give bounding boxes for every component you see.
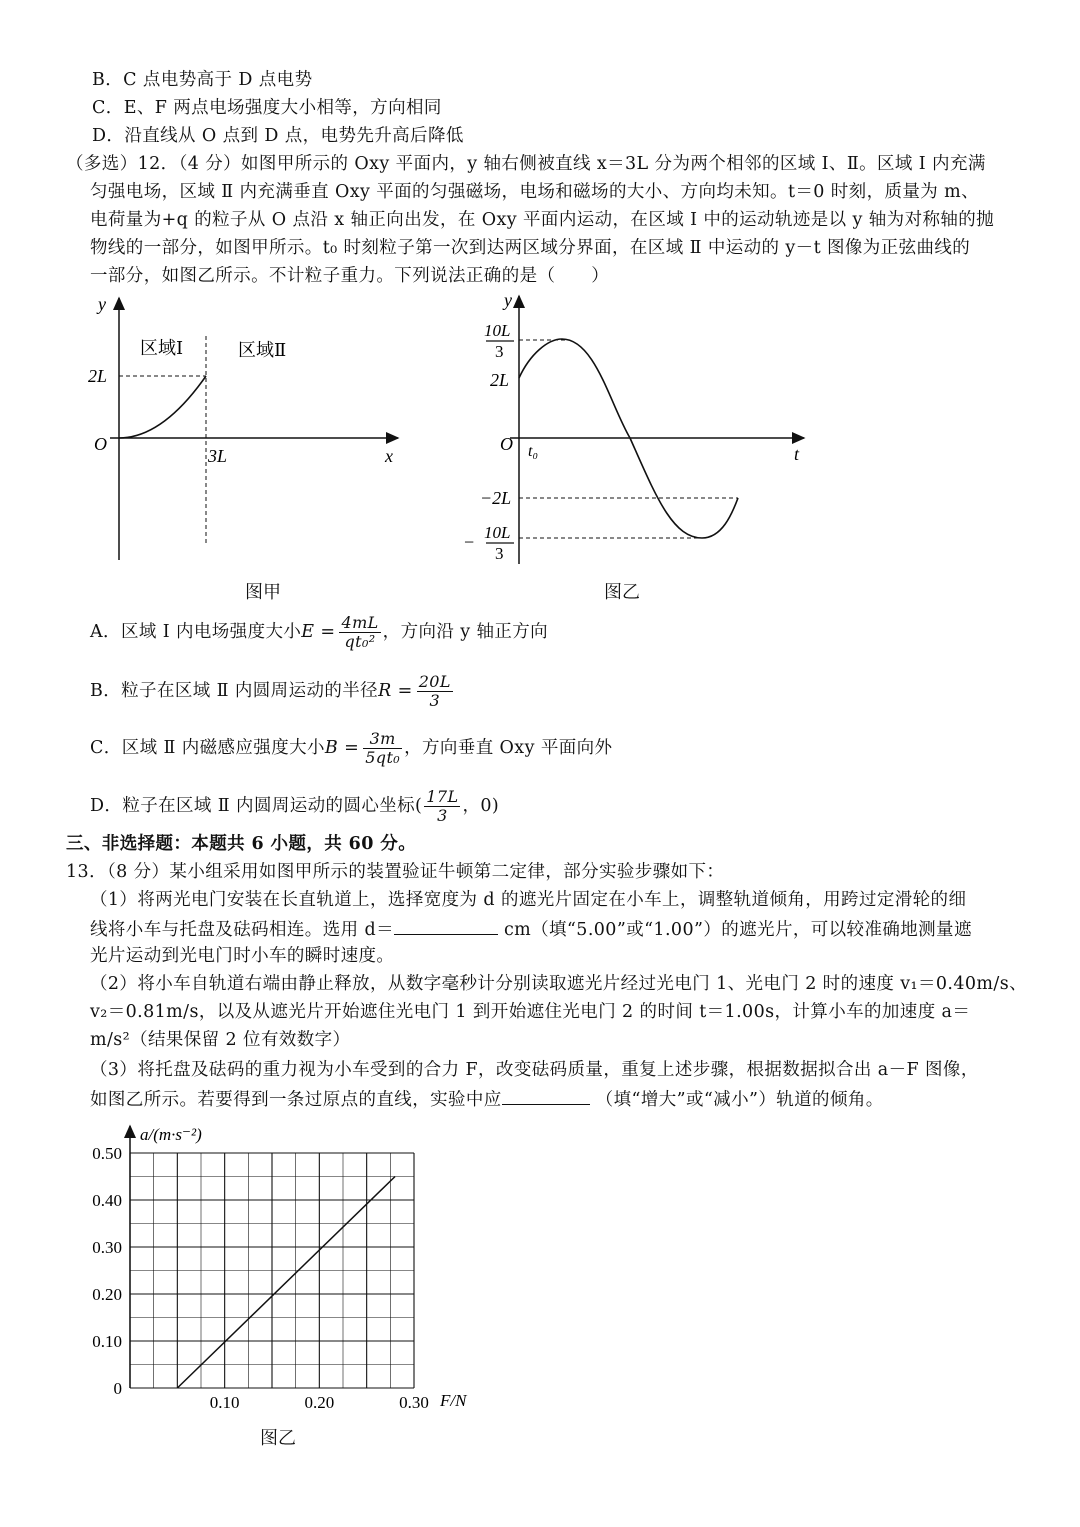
a-f-chart xyxy=(80,1118,500,1428)
yi-tick-2L: 2L xyxy=(490,370,510,390)
x-tick-label: 0.10 xyxy=(209,1393,240,1412)
yi-t-label: t xyxy=(794,444,800,464)
q12-line-4: 物线的一部分，如图甲所示。t₀ 时刻粒子第一次到达两区域分界面，在区域 Ⅱ 中运动的 y－t 图像为正弦曲线的 xyxy=(90,238,971,258)
answer-blank-angle[interactable] xyxy=(502,1086,590,1105)
q13-p3-line-2: 如图乙所示。若要得到一条过原点的直线，实验中应 （填“增大”或“减小”）轨道的倾角。 xyxy=(90,1086,884,1112)
jia-y-tick: 2L xyxy=(88,366,108,386)
q13-p2-line-2: v₂＝0.81m/s，以及从遮光片开始遮住光电门 1 到开始遮住光电门 2 的时间 t＝1.00s，计算小车的加速度 a＝ xyxy=(90,1002,971,1022)
q13-p3-line-1: （3）将托盘及砝码的重力视为小车受到的合力 F，改变砝码质量，重复上述步骤，根据数据拟合出 a－F 图像， xyxy=(90,1060,979,1080)
jia-origin: O xyxy=(94,434,107,454)
q13-p2-line-3: m/s²（结果保留 2 位有效数字） xyxy=(90,1030,351,1050)
y-tick-label: 0.30 xyxy=(92,1238,122,1257)
figure-jia xyxy=(80,288,420,578)
y-tick-label: 0.10 xyxy=(92,1332,122,1351)
q13-intro: 13．（8 分）某小组采用如图甲所示的装置验证牛顿第二定律，部分实验步骤如下： xyxy=(66,862,725,882)
jia-x-tick: 3L xyxy=(208,446,228,466)
jia-region-1: 区域Ⅰ xyxy=(140,338,184,358)
section-3-heading: 三、非选择题：本题共 6 小题，共 60 分。 xyxy=(66,834,417,854)
answer-blank-d[interactable] xyxy=(394,916,498,935)
q13-p1-line-2: 线将小车与托盘及砝码相连。选用 d＝ cm（填“5.00”或“1.00”）的遮光片，可以较准确地测量遮 xyxy=(90,916,972,942)
chart-caption: 图乙 xyxy=(260,1428,296,1449)
q13-p1-line-3: 光片运动到光电门时小车的瞬时速度。 xyxy=(90,946,395,966)
yi-bot-den: 3 xyxy=(495,544,504,563)
jia-parabola xyxy=(119,376,206,438)
x-tick-label: 0.20 xyxy=(304,1393,335,1412)
yi-caption: 图乙 xyxy=(604,582,640,603)
jia-region-2: 区域Ⅱ xyxy=(238,340,287,360)
chart-ticks xyxy=(92,1144,429,1412)
q12-line-5: 一部分，如图乙所示。不计粒子重力。下列说法正确的是（ ） xyxy=(90,266,610,286)
yi-bot-sign: − xyxy=(464,532,475,552)
x-tick-label: 0.30 xyxy=(399,1393,429,1412)
q12-option-b: B．粒子在区域 Ⅱ 内圆周运动的半径R = $\frac{20L}{3}$ xyxy=(90,672,451,710)
q12-line-1: （多选）12．（4 分）如图甲所示的 Oxy 平面内，y 轴右侧被直线 x＝3L 分为两个相邻的区域 Ⅰ、Ⅱ。区域 Ⅰ 内充满 xyxy=(66,154,986,174)
y-tick-label: 0.20 xyxy=(92,1285,122,1304)
y-tick-label: 0.40 xyxy=(92,1191,122,1210)
q13-p2-line-1: （2）将小车自轨道右端由静止释放，从数字毫秒计分别读取遮光片经过光电门 1、光电门 2 时的速度 v₁＝0.40m/s、 xyxy=(90,974,1027,994)
jia-x-label: x xyxy=(385,446,393,466)
yi-t0: t₀ xyxy=(528,443,539,460)
y-tick-label: 0 xyxy=(113,1379,122,1398)
q13-p1-line-1: （1）将两光电门安装在长直轨道上，选择宽度为 d 的遮光片固定在小车上，调整轨道倾角，用跨过定滑轮的细 xyxy=(90,890,967,910)
chart-x-label: F/N xyxy=(440,1391,467,1410)
yi-bot-num: 10L xyxy=(484,523,511,542)
q12-option-a: A．区域 Ⅰ 内电场强度大小E = $\frac{4mL}{\text{qt₀²}}$ ，方向沿 y 轴正方向 xyxy=(90,613,549,651)
jia-caption: 图甲 xyxy=(245,582,281,603)
chart-grid xyxy=(130,1153,414,1388)
q12-line-2: 匀强电场，区域 Ⅱ 内充满垂直 Oxy 平面的匀强磁场，电场和磁场的大小、方向均未知。t＝0 时刻，质量为 m、 xyxy=(90,182,980,202)
chart-fit-line xyxy=(177,1177,395,1389)
chart-y-label: a/(m·s⁻²) xyxy=(140,1125,202,1144)
q12-option-d: D．粒子在区域 Ⅱ 内圆周运动的圆心坐标( $\frac{17L}{3}$ ，0) xyxy=(90,787,500,825)
yi-top-den: 3 xyxy=(495,342,504,361)
yi-tick-minus-2L: −2L xyxy=(480,488,512,508)
option-d-top: D．沿直线从 O 点到 D 点，电势先升高后降低 xyxy=(92,126,464,146)
yi-y-label: y xyxy=(504,290,512,310)
option-b-top: B．C 点电势高于 D 点电势 xyxy=(92,70,313,90)
q12-option-c: C．区域 Ⅱ 内磁感应强度大小B = $\frac{3m}{\text{5qt₀}}$ ，方向垂直 Oxy 平面向外 xyxy=(90,729,613,767)
yi-top-num: 10L xyxy=(484,321,511,340)
yi-origin: O xyxy=(500,434,513,454)
y-tick-label: 0.50 xyxy=(92,1144,122,1163)
option-c-top: C．E、F 两点电场强度大小相等，方向相同 xyxy=(92,98,442,118)
jia-y-label: y xyxy=(98,294,106,314)
q12-line-3: 电荷量为+q 的粒子从 O 点沿 x 轴正向出发，在 Oxy 平面内运动，在区域 Ⅰ 中的运动轨迹是以 y 轴为对称轴的抛 xyxy=(90,210,995,230)
figure-yi xyxy=(460,284,820,584)
